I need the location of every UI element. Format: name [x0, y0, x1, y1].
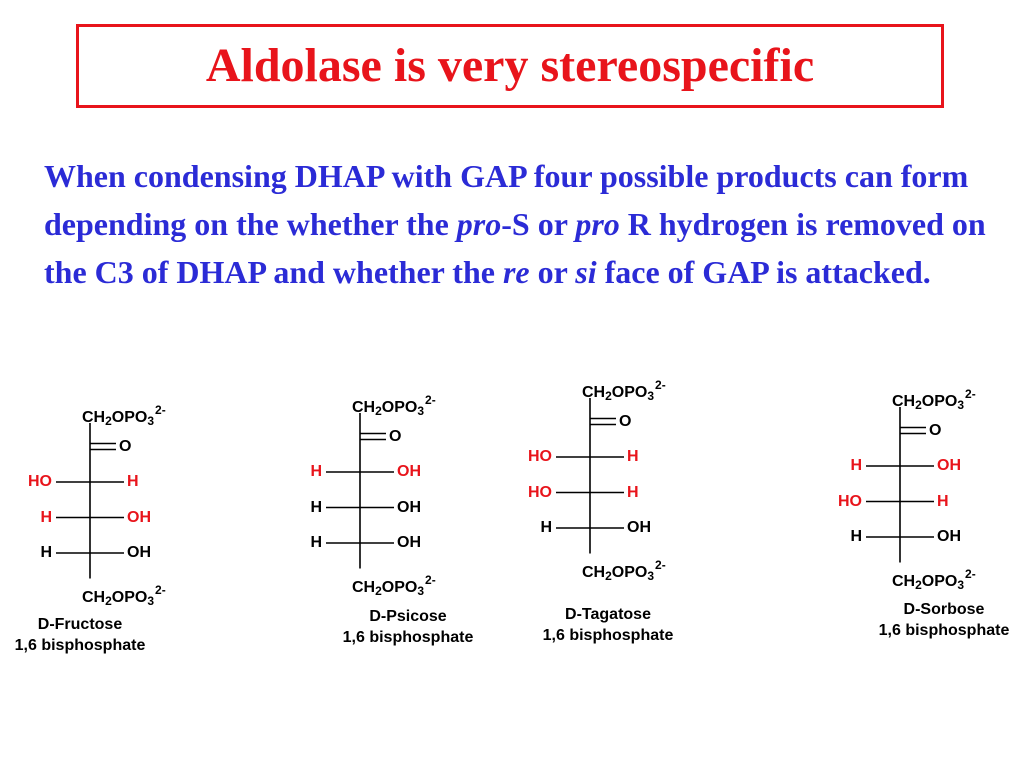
left-substituent-row-2: HO — [838, 492, 862, 510]
left-substituent-row-2: H — [310, 498, 322, 516]
compound-name-line-1: D-Fructose — [37, 616, 123, 633]
subscript-2: 2 — [915, 398, 922, 412]
subscript-3: 3 — [647, 389, 655, 403]
compound-name-line-2: 1,6 bisphosphate — [878, 622, 1010, 639]
subscript-3: 3 — [957, 398, 965, 412]
right-substituent-row-3: OH — [397, 534, 421, 551]
opo-text: OPO — [611, 563, 648, 581]
paragraph-part-5: face of GAP is attacked. — [596, 254, 931, 290]
paragraph-italic-pro-1: pro — [456, 206, 502, 242]
subscript-3: 3 — [417, 404, 425, 418]
paragraph-italic-si: si — [575, 254, 597, 290]
compound-name-line-2: 1,6 bisphosphate — [542, 627, 674, 644]
charge-2minus: 2- — [425, 393, 436, 407]
left-substituent-row-3: H — [40, 544, 52, 561]
subscript-3: 3 — [647, 568, 655, 583]
subscript-2: 2 — [605, 568, 612, 583]
paragraph-part-2: -S or — [501, 206, 576, 242]
left-substituent-row-3: H — [540, 519, 552, 536]
compound-name-line-2: 1,6 bisphosphate — [342, 629, 474, 646]
right-substituent-row-2: H — [627, 483, 639, 501]
left-substituent-row-2: HO — [528, 483, 552, 501]
slide-title: Aldolase is very stereospecific — [205, 39, 815, 92]
ch-text: CH — [82, 588, 106, 606]
carbonyl-oxygen-label: O — [929, 421, 942, 439]
ch-text: CH — [582, 563, 606, 581]
subscript-3: 3 — [147, 414, 155, 428]
paragraph-part-1: When condensing DHAP with GAP four possible products can form depending on the whether the — [44, 158, 969, 242]
charge-2minus: 2- — [965, 387, 976, 401]
right-substituent-row-2: H — [937, 492, 949, 510]
left-substituent-row-1: HO — [28, 473, 52, 490]
right-substituent-row-1: H — [627, 448, 639, 465]
ch-text: CH — [352, 578, 376, 596]
opo-text: OPO — [921, 572, 958, 590]
compound-name-line-2: 1,6 bisphosphate — [14, 637, 146, 654]
top-ch2opo3-label — [892, 385, 976, 414]
subscript-2: 2 — [375, 583, 382, 598]
paragraph-part-3: R hydrogen is removed on the C3 of DHAP and whether the — [44, 206, 986, 290]
left-substituent-row-3: H — [850, 528, 862, 545]
opo-text: OPO — [381, 578, 418, 596]
ch-text: CH — [892, 572, 916, 590]
right-substituent-row-2: OH — [397, 498, 421, 516]
right-substituent-row-1: OH — [937, 457, 961, 474]
compound-name-line-1: D-Tagatose — [565, 606, 651, 623]
ch-text: CH — [82, 409, 106, 426]
opo-text: OPO — [111, 588, 148, 606]
ch-text: CH — [352, 399, 376, 416]
subscript-3: 3 — [957, 577, 965, 592]
charge-2minus: 2- — [155, 582, 166, 597]
left-substituent-row-2: H — [40, 508, 52, 526]
charge-2minus: 2- — [425, 572, 436, 587]
left-substituent-row-3: H — [310, 534, 322, 551]
carbonyl-oxygen-label: O — [119, 437, 132, 455]
right-substituent-row-1: OH — [397, 463, 421, 480]
left-substituent-row-1: HO — [528, 448, 552, 465]
subscript-2: 2 — [105, 593, 112, 608]
right-substituent-row-2: OH — [127, 508, 151, 526]
subscript-2: 2 — [605, 389, 612, 403]
compound-name-line-1: D-Sorbose — [903, 601, 985, 618]
subscript-3: 3 — [147, 593, 155, 608]
opo-text: OPO — [381, 399, 418, 416]
ch-text: CH — [892, 393, 916, 410]
subscript-2: 2 — [915, 577, 922, 592]
charge-2minus: 2- — [965, 566, 976, 581]
left-substituent-row-1: H — [850, 457, 862, 474]
subscript-3: 3 — [417, 583, 425, 598]
subscript-2: 2 — [375, 404, 382, 418]
carbonyl-oxygen-label: O — [619, 412, 632, 430]
paragraph-italic-pro-2: pro — [575, 206, 620, 242]
right-substituent-row-3: OH — [627, 519, 651, 536]
left-substituent-row-1: H — [310, 463, 322, 480]
charge-2minus: 2- — [655, 378, 666, 392]
carbonyl-oxygen-label: O — [389, 427, 402, 445]
right-substituent-row-3: OH — [937, 528, 961, 545]
right-substituent-row-3: OH — [127, 544, 151, 561]
charge-2minus: 2- — [155, 403, 166, 417]
compound-name — [854, 599, 1024, 641]
opo-text: OPO — [111, 409, 148, 426]
opo-text: OPO — [611, 384, 648, 401]
opo-text: OPO — [921, 393, 958, 410]
charge-2minus: 2- — [655, 557, 666, 572]
subscript-2: 2 — [105, 414, 112, 428]
right-substituent-row-1: H — [127, 473, 139, 490]
ch-text: CH — [582, 384, 606, 401]
paragraph-italic-re: re — [502, 254, 530, 290]
paragraph-part-4: or — [529, 254, 576, 290]
compound-name-line-1: D-Psicose — [369, 608, 447, 625]
bottom-ch2opo3-label — [892, 565, 976, 594]
